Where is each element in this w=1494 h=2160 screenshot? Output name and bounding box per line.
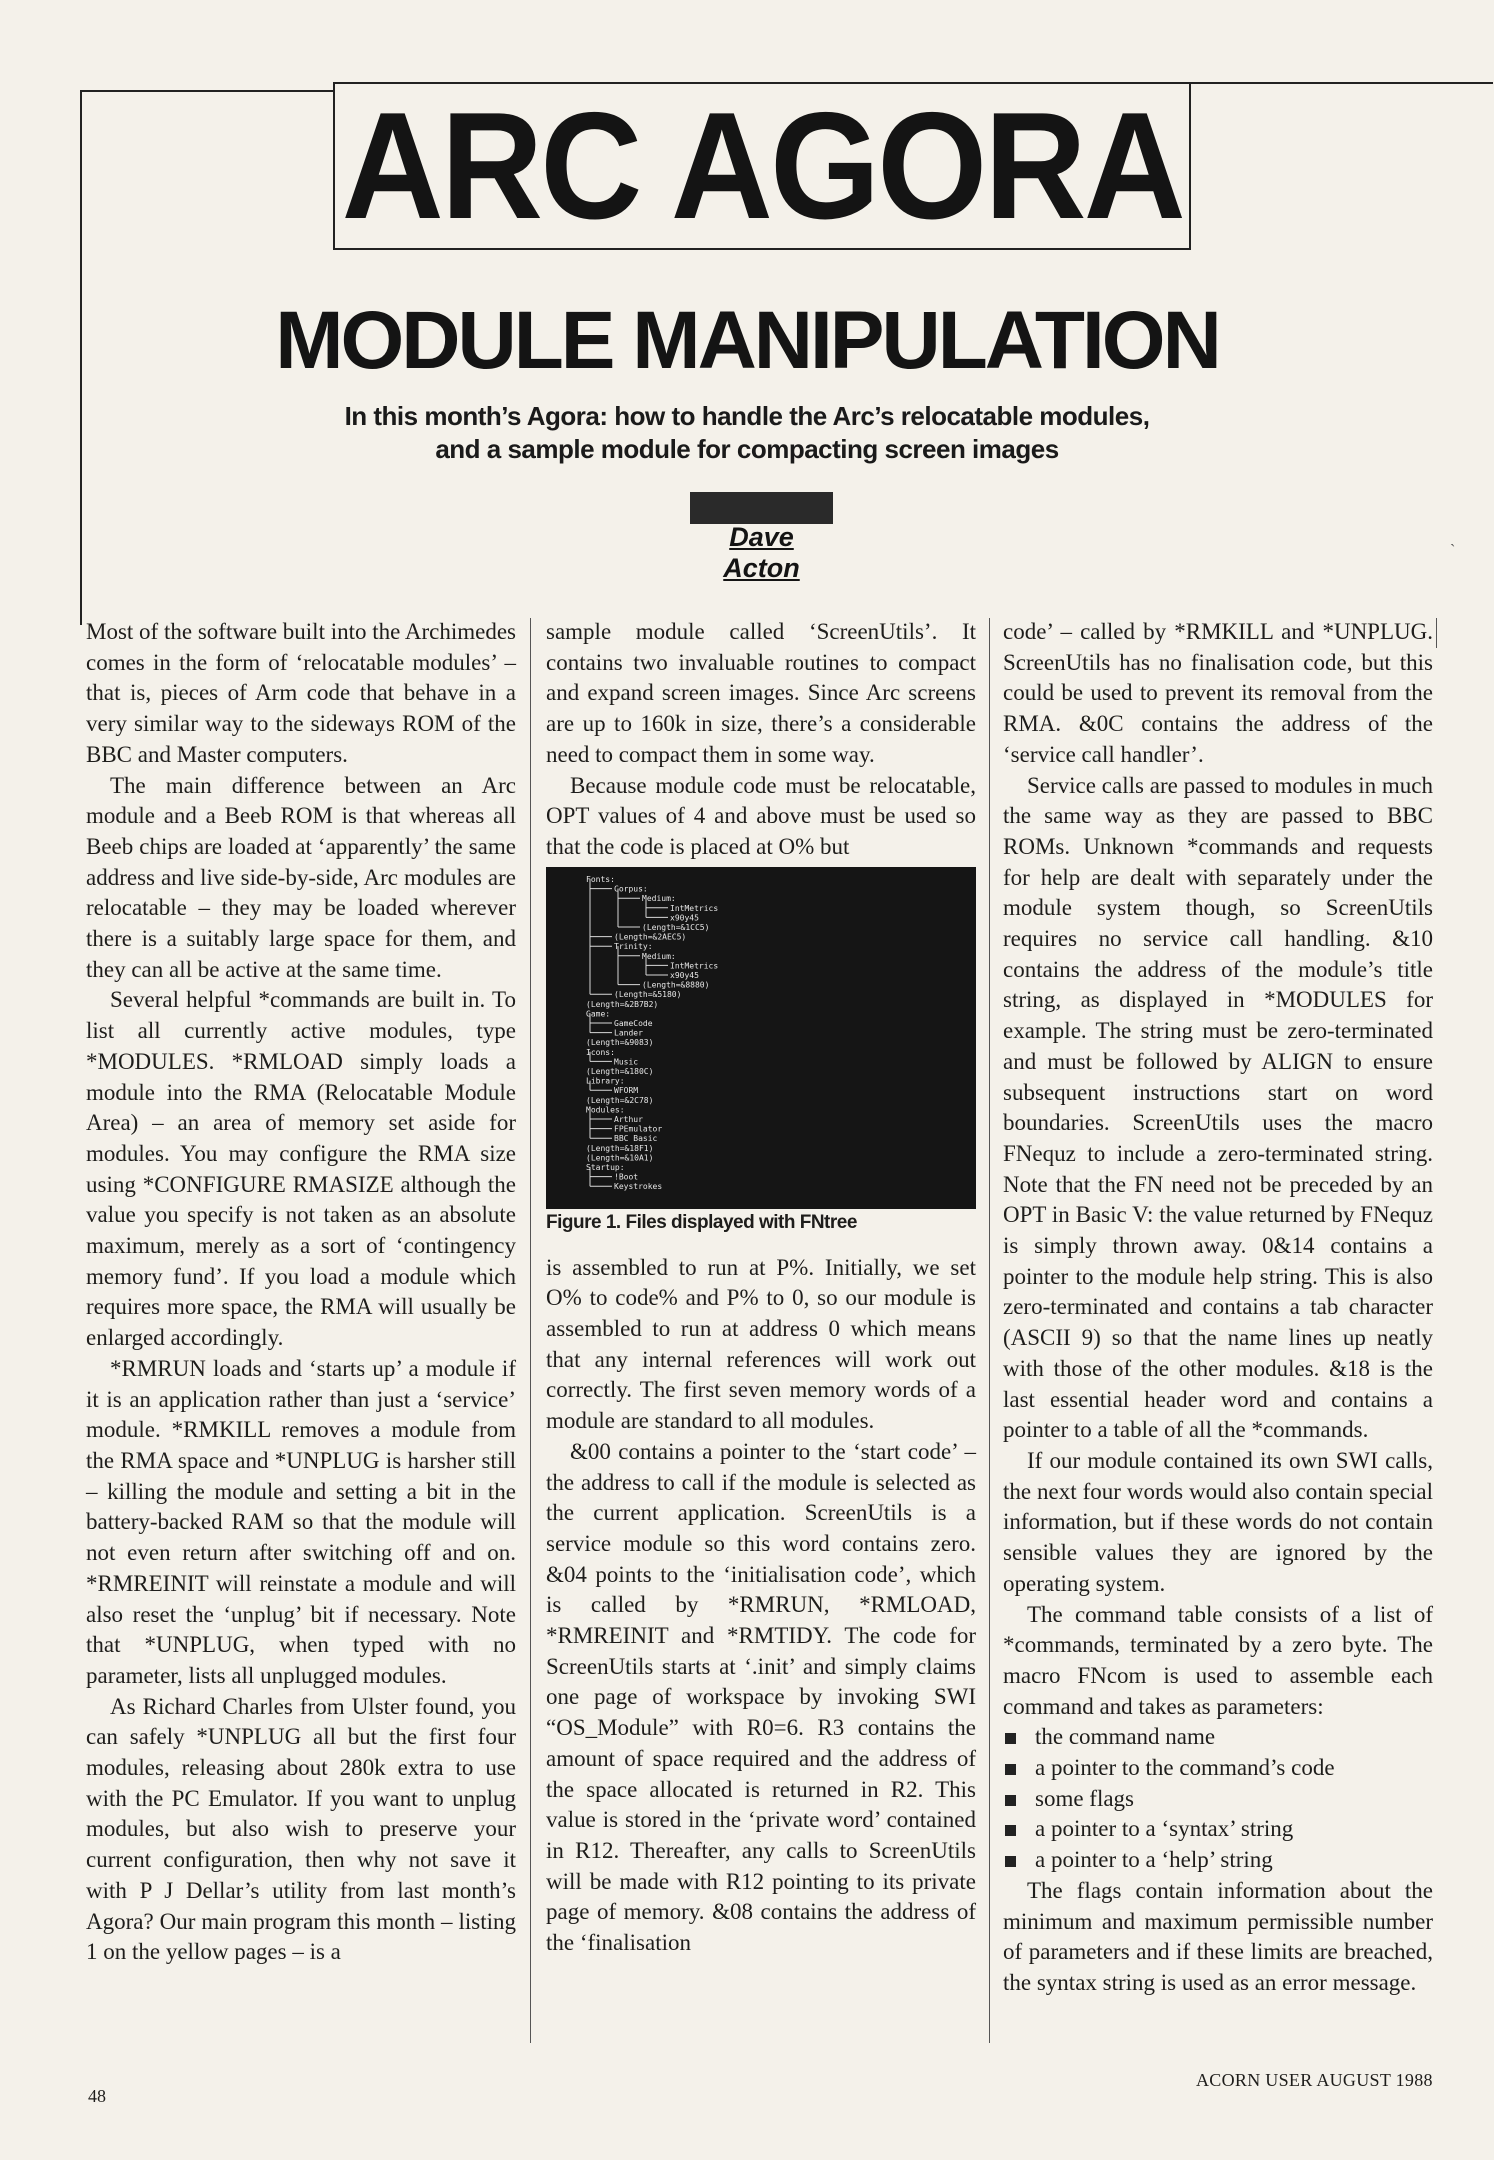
- tree-node-label: IntMetrics: [670, 903, 719, 913]
- tree-node-label: GameCode: [614, 1018, 653, 1028]
- paragraph: If our module contained its own SWI calls, the next four words would also contain special information, but if these words do not contain sensible values they are ignored by the operating system.: [1003, 1447, 1433, 1596]
- tree-node-label: (Length=&180C): [586, 1066, 654, 1076]
- standfirst-line-1: In this month’s Agora: how to handle the Arc’s relocatable modules,: [344, 401, 1150, 431]
- column-2: [546, 617, 976, 1959]
- tree-node-label: IntMetrics: [670, 961, 719, 971]
- tree-node-label: Fonts:: [586, 874, 615, 884]
- byline-bar: [690, 492, 833, 524]
- tree-node-label: (Length=&2C78): [586, 1095, 654, 1105]
- column-rule-3: [1436, 618, 1437, 648]
- column-3: [1003, 617, 1433, 1999]
- headline: MODULE MANIPULATION: [275, 295, 1219, 386]
- tree-node-label: Medium:: [642, 951, 676, 961]
- tree-node-label: Music: [614, 1057, 639, 1067]
- paragraph: The flags contain information about the minimum and maximum permissible number of parameters and if these limits are breached, the syntax string is used as an error message.: [1003, 1877, 1433, 1995]
- column-rule-1: [530, 618, 531, 2043]
- paragraph: As Richard Charles from Ulster found, you can safely *UNPLUG all but the first four modules, releasing about 280k extra to use with the PC Emulator. If you want to unplug modules, but also wish to preserve your current configuration, then why not save it with P J Dellar’s utility from last month’s Agora? Our main program this month – listing 1 on the yellow pages – is a: [86, 1693, 516, 1965]
- paragraph: Service calls are passed to modules in much the same way as they are passed to BBC ROMs. Unknown *commands and requests for help are dealt with separately under the module system though, so ScreenUtils requires no service call handling. &10 contains the address of the module’s title string, as displayed in *MODULES for example. The string must be zero-terminated and must be followed by ALIGN to ensure subsequent instructions start on word boundaries. ScreenUtils uses the macro FNequz to include a zero-terminated string. Note that the FN need not be preceded by an OPT in Basic V: the value returned by FNequz is simply thrown away. 0&14 contains a pointer to the module help string. This is also zero-terminated and contains a tab character (ASCII 9) so that the name lines up neatly with those of the other modules. &18 is the last essential header word and contains a pointer to a table of all the *commands.: [1003, 772, 1433, 1443]
- tree-node-label: Arthur: [614, 1114, 643, 1124]
- tree-node-label: Startup:: [586, 1162, 625, 1172]
- publication-footer: ACORN USER AUGUST 1988: [1196, 2070, 1433, 2090]
- tree-node-label: Lander: [614, 1028, 643, 1038]
- list-item: a pointer to a ‘help’ string: [1003, 1845, 1433, 1876]
- tree-node-label: WFORM: [614, 1085, 639, 1095]
- list-item: the command name: [1003, 1722, 1433, 1753]
- tree-node-label: Medium:: [642, 893, 676, 903]
- tree-node-label: Keystrokes: [614, 1181, 663, 1191]
- column-rule-2: [989, 618, 990, 2043]
- tree-node-label: (Length=&10A1): [586, 1153, 654, 1163]
- stray-mark: ˋ: [1450, 542, 1456, 559]
- tree-node-label: Game:: [586, 1009, 611, 1019]
- list-item: a pointer to a ‘syntax’ string: [1003, 1814, 1433, 1845]
- paragraph: &00 contains a pointer to the ‘start code’ – the address to call if the module is selected as the current application. ScreenUtils is a service module so this word contains zero. &04 points to the ‘initialisation code’, which is called by *RMRUN, *RMLOAD, *RMREINIT and *RMTIDY. The code for ScreenUtils starts at ‘.init’ and simply claims one page of workspace by invoking SWI “OS_Module” with R0=6. R3 contains the amount of space required and the address of the space allocated is returned in R2. This value is stored in the ‘private word’ contained in R12. Thereafter, any calls to ScreenUtils will be made with R12 pointing to its private page of memory. &08 contains the address of the ‘finalisation: [546, 1438, 976, 1956]
- byline: Dave Acton: [723, 522, 800, 583]
- tree-node-label: Library:: [586, 1076, 625, 1086]
- masthead-title: ARC AGORA: [341, 82, 1183, 250]
- paragraph: Several helpful *commands are built in. To list all currently active modules, type *MODULES. *RMLOAD simply loads a module into the RMA (Relocatable Module Area) – an area of memory set aside for modules. You may configure the RMA size using *CONFIGURE RMASIZE although the value you specify is not taken as an absolute maximum, merely as a sort of ‘contingency memory fund’. If you load a module which requires more space, the RMA will usually be enlarged accordingly.: [86, 987, 516, 1351]
- paragraph: Because module code must be relocatable, OPT values of 4 and above must be used so that the code is placed at O% but: [546, 772, 976, 859]
- tree-node-label: BBC Basic: [614, 1133, 658, 1143]
- paragraph: *RMRUN loads and ‘starts up’ a module if it is an application rather than just a ‘service’ module. *RMKILL removes a module from the RMA space and *UNPLUG is harsher still – killing the module and setting a bit in the battery-backed RAM so that the module will not even return after switching off and on. *RMREINIT will reinstate a module and will also reset the ‘unplug’ bit if necessary. Note that *UNPLUG, when typed with no parameter, lists all unplugged modules.: [86, 1355, 516, 1688]
- paragraph: Most of the software built into the Archimedes comes in the form of ‘relocatable modules’ – that is, pieces of Arm code that behave in a very similar way to the sideways ROM of the BBC and Master computers.: [86, 619, 516, 767]
- paragraph: code’ – called by *RMKILL and *UNPLUG. ScreenUtils has no finalisation code, but this could be used to prevent its removal from the RMA. &0C contains the address of the ‘service call handler’.: [1003, 619, 1433, 767]
- frame-top-rule: [80, 90, 335, 92]
- column-1: [86, 617, 516, 1968]
- list-item: some flags: [1003, 1784, 1433, 1815]
- tree-node-label: (Length=&2B7B2): [586, 999, 659, 1009]
- tree-node-label: (Length=&18F1): [586, 1143, 654, 1153]
- tree-node-label: (Length=&9083): [586, 1037, 654, 1047]
- paragraph: The main difference between an Arc module and a Beeb ROM is that whereas all Beeb chips are loaded at ‘apparently’ the same address and live side-by-side, Arc modules are relocatable – they may be loaded wherever there is a suitably large space for them, and they can all be active at the same time.: [86, 772, 516, 982]
- tree-node-label: Corpus:: [614, 884, 648, 894]
- tree-node-label: x90y45: [670, 913, 699, 923]
- figure-caption: Figure 1. Files displayed with FNtree: [546, 1211, 857, 1233]
- tree-node-label: (Length=&1CC5): [642, 922, 710, 932]
- standfirst-line-2: and a sample module for compacting screen images: [435, 434, 1059, 464]
- masthead-box: [333, 82, 1191, 250]
- paragraph: sample module called ‘ScreenUtils’. It contains two invaluable routines to compact and expand screen images. Since Arc screens are up to 160k in size, there’s a considerable need to compact them in some way.: [546, 619, 976, 767]
- tree-node-label: Trinity:: [614, 941, 653, 951]
- tree-node-label: Modules:: [586, 1105, 625, 1115]
- tree-node-label: FPEmulator: [614, 1124, 663, 1134]
- figure-1-screenshot: [546, 867, 976, 1209]
- tree-node-label: (Length=&8880): [642, 980, 710, 990]
- list-item: a pointer to the command’s code: [1003, 1753, 1433, 1784]
- directory-tree-diagram: [546, 867, 976, 1209]
- paragraph: is assembled to run at P%. Initially, we set O% to code% and P% to 0, so our module is assembled to run at address 0 which means that any internal references will work out correctly. The first seven memory words of a module are standard to all modules.: [546, 1254, 976, 1434]
- tree-node-label: !Boot: [614, 1172, 639, 1182]
- tree-node-label: (Length=&2AEC5): [614, 932, 687, 942]
- tree-node-label: x90y45: [670, 970, 699, 980]
- page-number: 48: [88, 2086, 106, 2106]
- standfirst: [0, 400, 1494, 466]
- paragraph: The command table consists of a list of *commands, terminated by a zero byte. The macro FNcom is used to assemble each command and takes as parameters:: [1003, 1601, 1433, 1719]
- frame-top-rule-right: [1190, 82, 1493, 84]
- parameter-list: [1003, 1722, 1433, 1876]
- tree-node-label: Icons:: [586, 1047, 615, 1057]
- tree-node-label: (Length=&5180): [614, 989, 682, 999]
